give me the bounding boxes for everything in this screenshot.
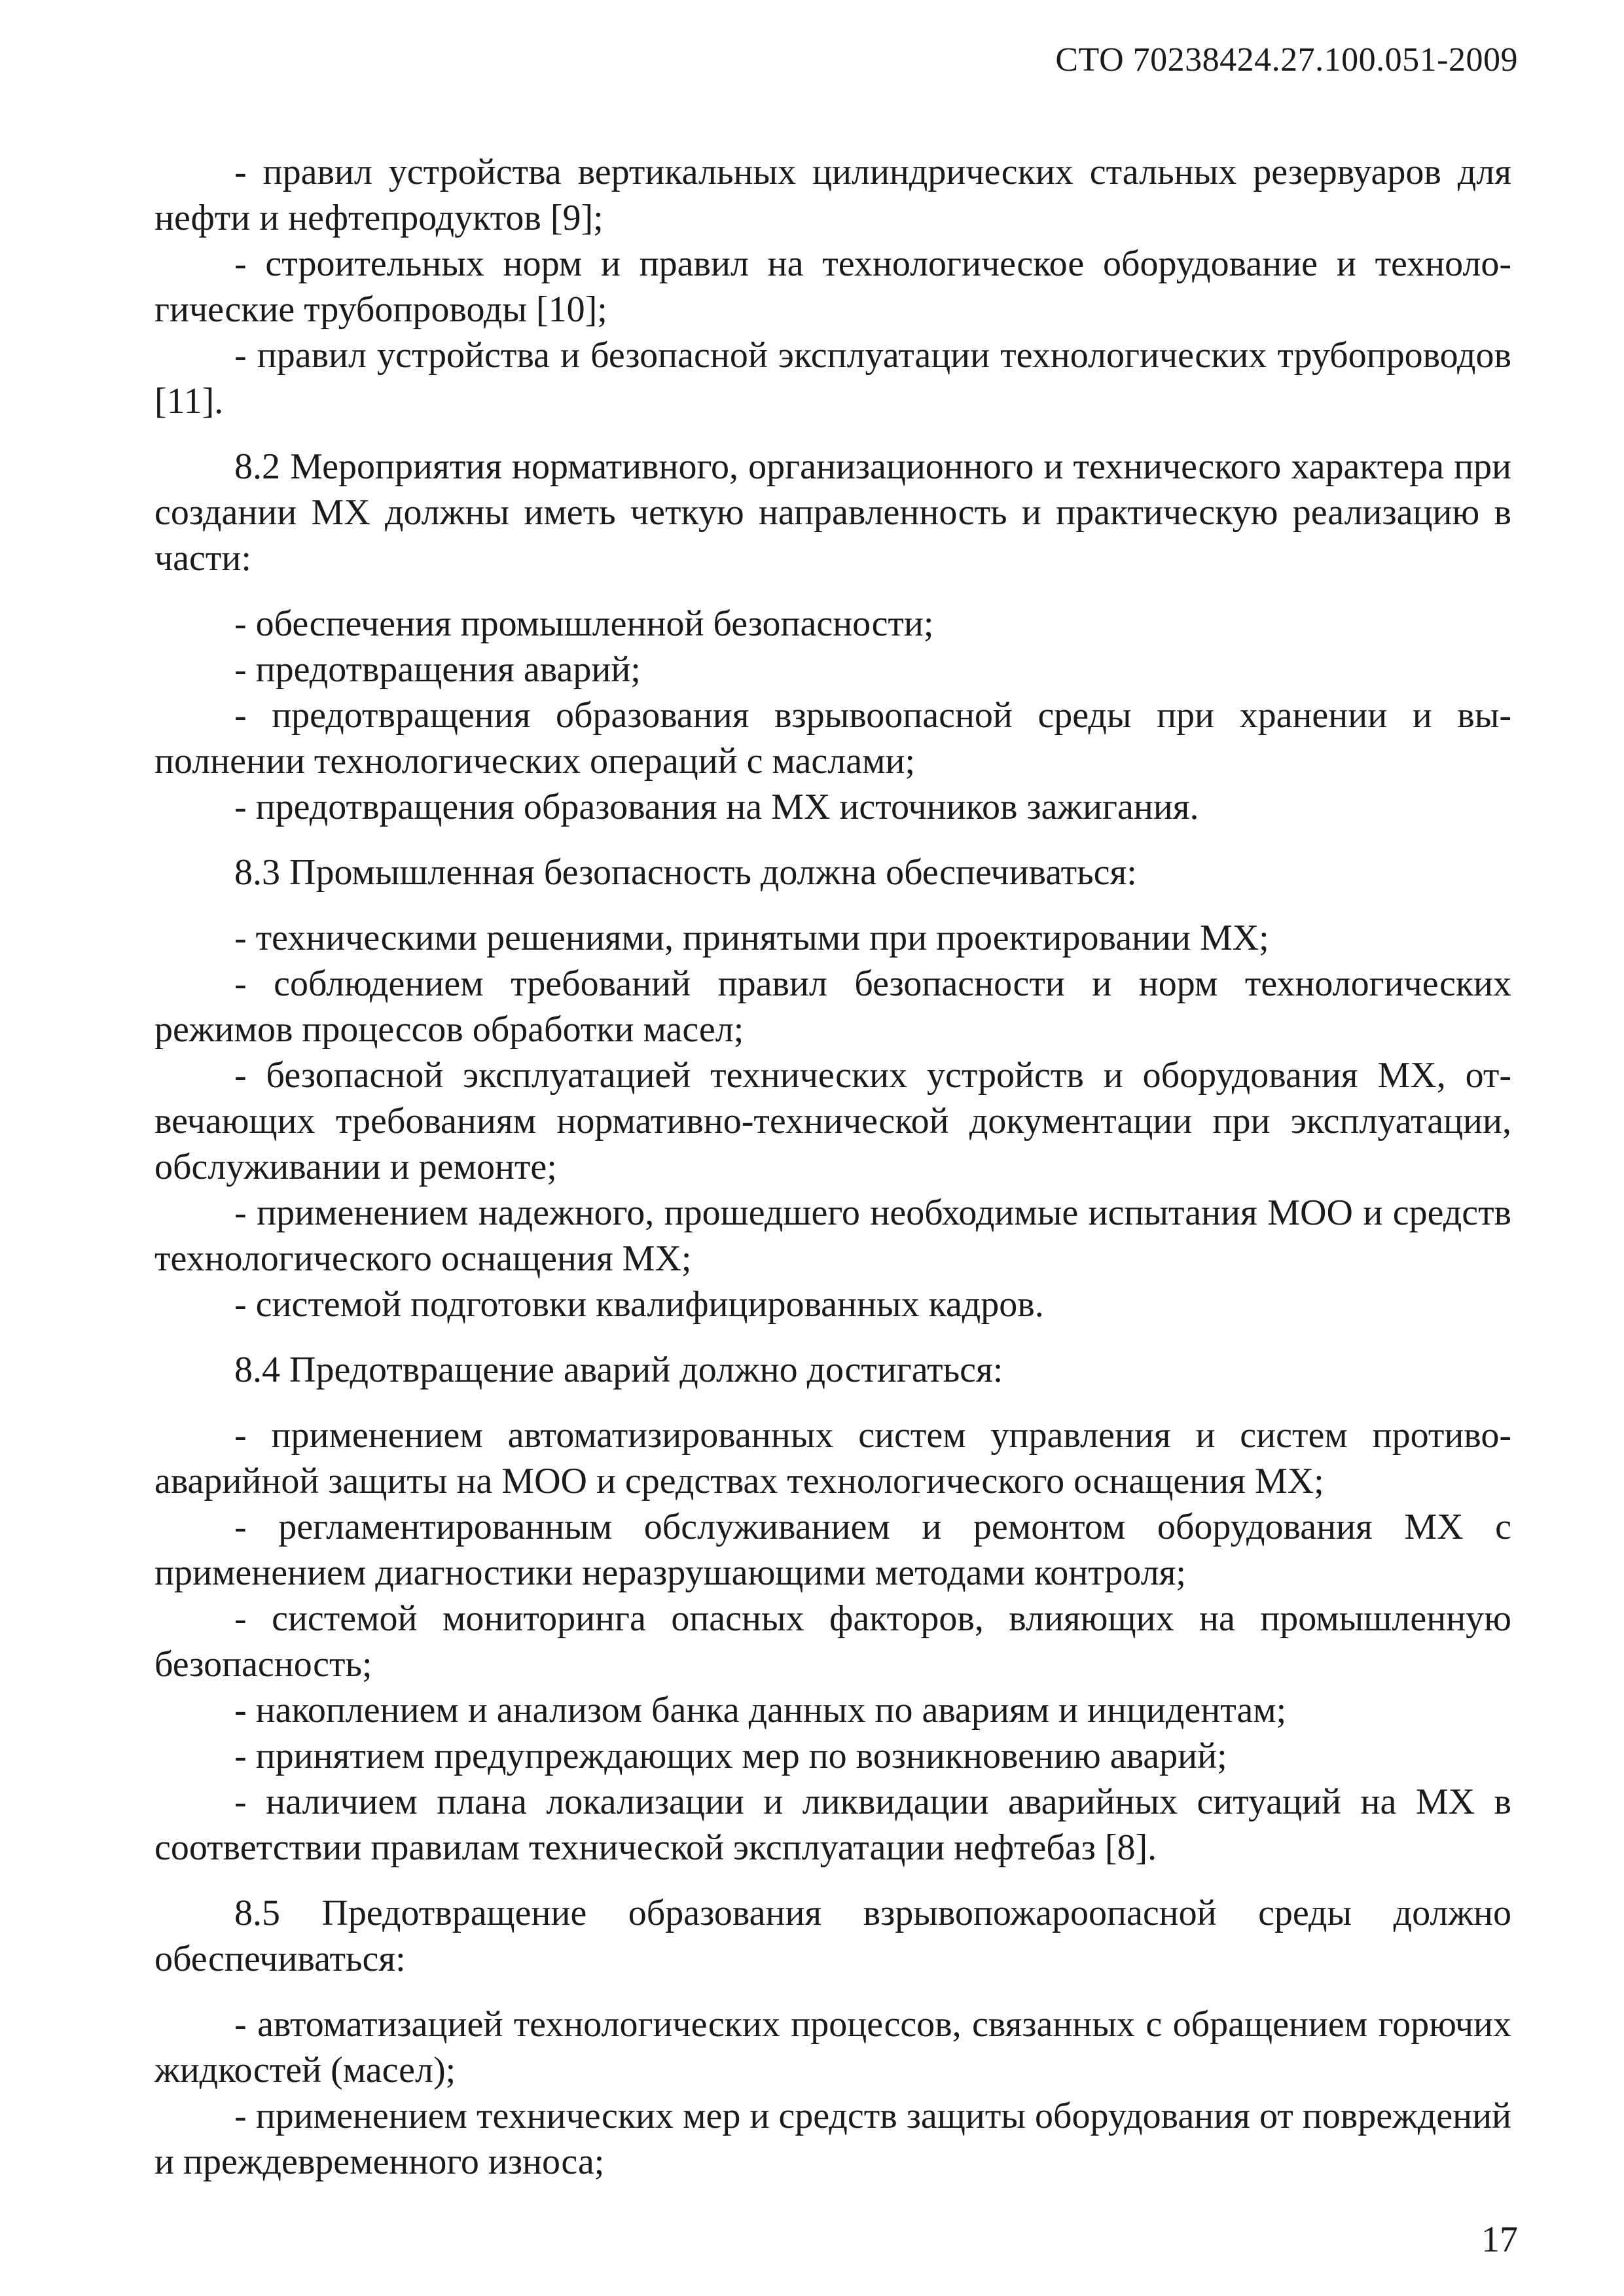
list-item: - обеспечения промышленной безопасности;: [234, 603, 934, 644]
list-item: - техническими решениями, принятыми при проектировании МХ;: [234, 918, 1269, 958]
list-item: - применением автоматизированных систем управления и систем противоаварийной защиты на МОО и средствах технологического оснащения МХ;: [154, 1415, 1511, 1501]
section-paragraph: 8.2 Мероприятия нормативного, организационного и технического характера при создании МХ должны иметь четкую направленность и практическую реализацию в части:: [154, 446, 1511, 579]
list-item: - применением надежного, прошедшего необходимые испытания МОО и средств технологического оснащения МХ;: [154, 1193, 1511, 1279]
list-item: - применением технических мер и средств защиты оборудования от повреждений и преждевременного износа;: [154, 2096, 1511, 2182]
list-item: - безопасной эксплуатацией технических устройств и оборудования МХ, отвечающих требованиям нормативно-технической документации при эксплуатации, обслуживании и ремонте;: [154, 1055, 1511, 1187]
list-item: - системой мониторинга опасных факторов, влияющих на промышленную безопасность;: [154, 1598, 1511, 1685]
section-paragraph: 8.3 Промышленная безопасность должна обеспечиваться:: [234, 852, 1137, 893]
list-item: - правил устройства вертикальных цилиндрических стальных резервуаров для нефти и нефтепродуктов [9];: [154, 152, 1511, 238]
list-item: - накоплением и анализом банка данных по авариям и инцидентам;: [234, 1690, 1287, 1731]
list-item: - предотвращения образования взрывоопасной среды при хранении и выполнении технологических операций с маслами;: [154, 695, 1511, 781]
document-body: [154, 149, 1511, 2185]
list-item: - предотвращения образования на МХ источников зажигания.: [234, 787, 1199, 827]
list-item: - регламентированным обслуживанием и ремонтом оборудования МХ с применением диагностики неразрушающими методами контроля;: [154, 1507, 1511, 1593]
list-item: - наличием плана локализации и ликвидации аварийных ситуаций на МХ в соответствии правилам технической эксплуатации нефтебаз [8].: [154, 1782, 1511, 1868]
page-number: 17: [1481, 2219, 1518, 2260]
document-code-header: СТО 70238424.27.100.051-2009: [1055, 41, 1518, 79]
list-item: - соблюдением требований правил безопасности и норм технологических режимов процессов обработки масел;: [154, 963, 1511, 1050]
list-item: - правил устройства и безопасной эксплуатации технологических трубопроводов [11].: [154, 335, 1511, 422]
list-item: - системой подготовки квалифицированных кадров.: [234, 1284, 1044, 1325]
section-paragraph: 8.5 Предотвращение образования взрывопожароопасной среды должно обеспечиваться:: [154, 1893, 1511, 1979]
list-item: - принятием предупреждающих мер по возникновению аварий;: [234, 1736, 1227, 1776]
list-item: - предотвращения аварий;: [234, 649, 641, 690]
list-item: - строительных норм и правил на технологическое оборудование и технологические трубопроводы [10];: [154, 243, 1511, 330]
list-item: - автоматизацией технологических процессов, связанных с обращением горючих жидкостей (масел);: [154, 2004, 1511, 2090]
section-paragraph: 8.4 Предотвращение аварий должно достигаться:: [234, 1350, 1003, 1390]
